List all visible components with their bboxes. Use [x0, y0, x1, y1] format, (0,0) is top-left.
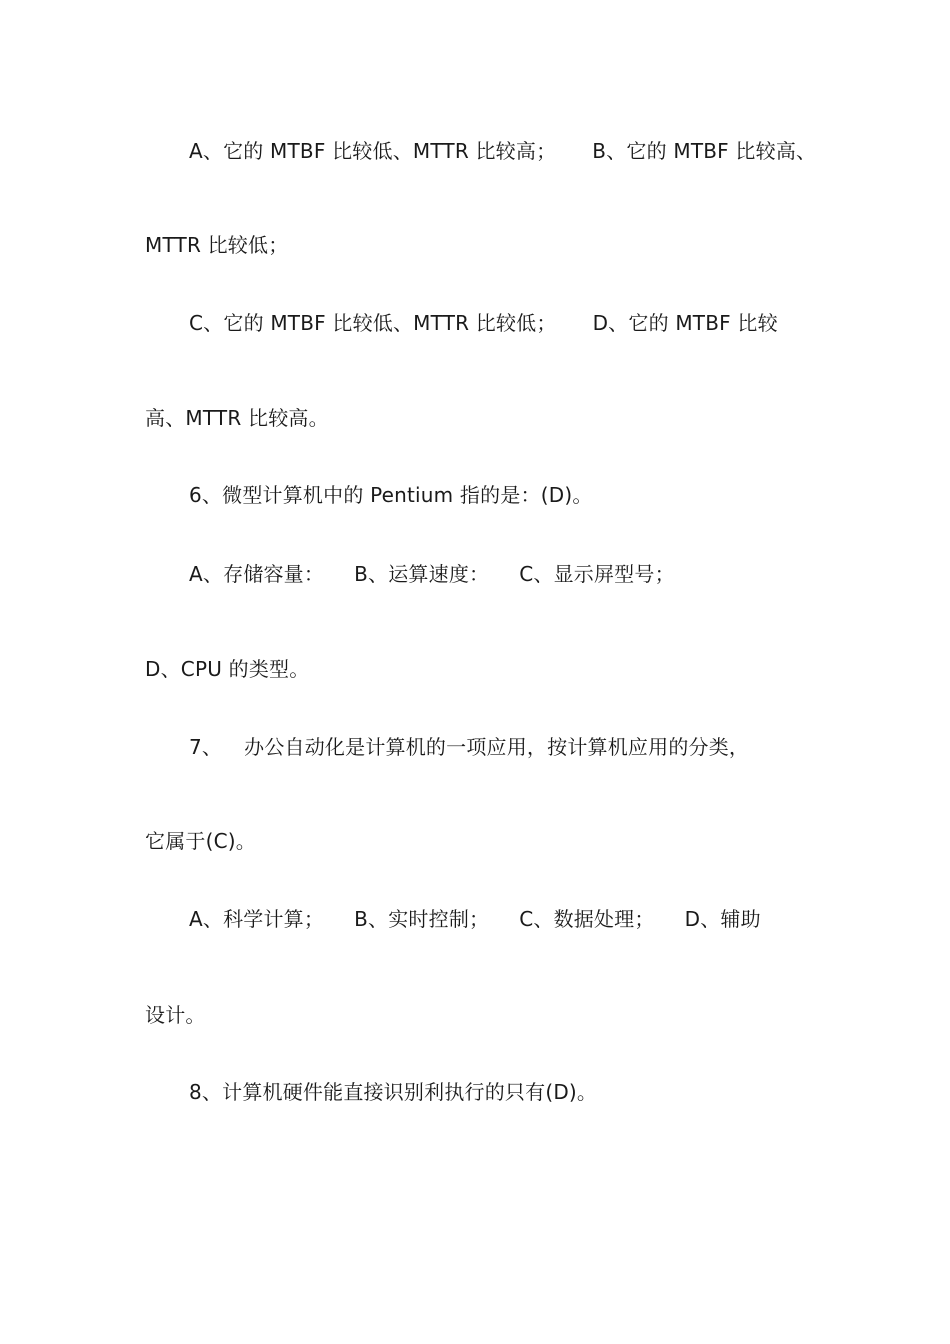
option-a-text: A、它的 MTBF 比较低、MTTR 比较高； [189, 139, 557, 163]
option-line-c-d [189, 309, 778, 337]
option-a-text: A、科学计算； [189, 907, 325, 931]
question-number: 7、 [189, 735, 223, 759]
option-a-text: A、存储容量： [189, 562, 325, 586]
option-d-text: D、CPU 的类型。 [145, 657, 310, 681]
question-text: 8、计算机硬件能直接识别利执行的只有(D)。 [189, 1080, 598, 1104]
question-7-option-d-continuation [145, 1001, 206, 1029]
option-d-continuation [145, 404, 329, 432]
question-7-options [189, 905, 761, 933]
continuation-text: 它属于(C)。 [145, 829, 256, 853]
continuation-text: 高、MTTR 比较高。 [145, 406, 329, 430]
option-c-text: C、显示屏型号； [519, 562, 675, 586]
option-b-text: B、它的 MTBF 比较高、 [592, 139, 817, 163]
question-text: 6、微型计算机中的 Pentium 指的是：(D)。 [189, 483, 593, 507]
continuation-text: MTTR 比较低； [145, 233, 289, 257]
option-c-text: C、数据处理； [519, 907, 655, 931]
question-6 [189, 481, 593, 509]
option-line-a-b [189, 137, 816, 165]
question-7 [189, 733, 749, 761]
option-b-text: B、实时控制； [354, 907, 490, 931]
option-d-text: D、辅助 [684, 907, 761, 931]
question-7-continuation [145, 827, 256, 855]
option-b-continuation [145, 231, 288, 259]
option-d-text: D、它的 MTBF 比较 [592, 311, 778, 335]
question-8 [189, 1078, 597, 1106]
option-c-text: C、它的 MTBF 比较低、MTTR 比较低； [189, 311, 557, 335]
question-text: 办公自动化是计算机的一项应用，按计算机应用的分类， [244, 735, 750, 759]
option-b-text: B、运算速度： [354, 562, 490, 586]
continuation-text: 设计。 [145, 1003, 206, 1027]
question-6-options [189, 560, 675, 588]
question-6-option-d [145, 655, 309, 683]
